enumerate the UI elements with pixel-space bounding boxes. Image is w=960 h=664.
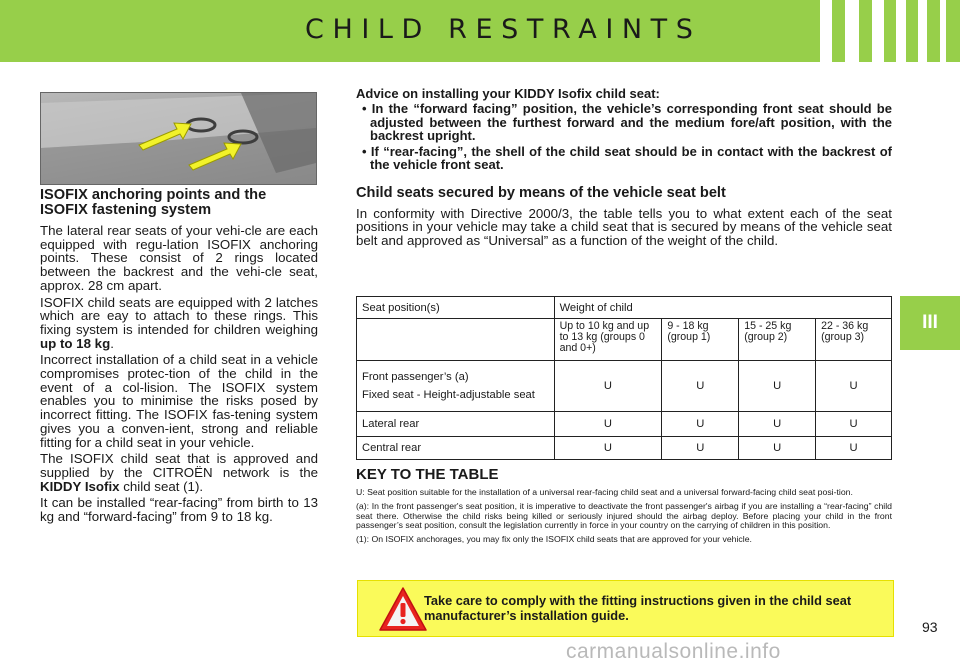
table-cell: U — [662, 437, 739, 460]
warning-text: Take care to comply with the fitting instructions given in the child seat manufacturer’s installation guide. — [424, 593, 852, 623]
table-cell: U — [554, 361, 662, 412]
weight-group: 15 - 25 kg (group 2) — [739, 319, 816, 361]
header-stripe — [872, 0, 884, 62]
table-row — [357, 437, 892, 460]
seat-position: Front passenger’s (a) Fixed seat - Height-adjustable seat — [357, 361, 555, 412]
weight-group: 22 - 36 kg (group 3) — [816, 319, 892, 361]
table-header: Weight of child — [554, 297, 891, 319]
key-note: (a): In the front passenger's seat position, it is imperative to deactivate the front passenger's airbag if you are installing a “rear-facing” child seat there. Otherwise the child risks being killed or seriously injured should the airbag deploy. Before placing your child in the front passenger’s seat position, consult the legislation currently in force in your country on the carrying of children in this position. — [356, 501, 892, 530]
section-title: ISOFIX anchoring points and the ISOFIX fastening system — [40, 187, 267, 218]
table-row — [357, 361, 892, 412]
child-seat-table — [356, 296, 892, 460]
paragraph: It can be installed “rear-facing” from birth to 13 kg and “forward-facing” from 9 to 18 kg. — [40, 495, 318, 525]
table-cell: U — [816, 361, 892, 412]
key-note: U: Seat position suitable for the installation of a universal rear-facing child seat and a universal forward-facing child seat posi-tion. — [356, 487, 853, 497]
isofix-section — [40, 188, 318, 527]
header-stripe — [896, 0, 906, 62]
isofix-anchor-photo — [40, 92, 317, 185]
header-stripe — [845, 0, 859, 62]
table-cell: U — [816, 412, 892, 437]
paragraph: The lateral rear seats of your vehi-cle are each equipped with regu-lation ISOFIX anchoring points. These consist of 2 rings located between the backrest and the vehi-cle seat, approx. 28 cm apart. — [40, 223, 318, 293]
weight-group: 9 - 18 kg (group 1) — [662, 319, 739, 361]
key-note: (1): On ISOFIX anchorages, you may fix only the ISOFIX child seats that are approved for your vehicle. — [356, 534, 752, 545]
table-header: Seat position(s) — [357, 297, 555, 319]
paragraph: Incorrect installation of a child seat in a vehicle compromises protec-tion of the child in the event of a col-lision. The ISOFIX system enables you to minimise the risks posed by incorrect fitting. The ISOFIX fas-tening system gives you a conven-ient, strong and reliable fitting for a child seat in your vehicle. — [40, 352, 318, 450]
advice-section — [356, 87, 892, 247]
advice-bullet: • If “rear-facing”, the shell of the child seat should be in contact with the backrest of the vehicle front seat. — [362, 143, 892, 173]
advice-title: Advice on installing your KIDDY Isofix child seat: — [356, 86, 660, 101]
header-stripe — [940, 0, 946, 62]
table-cell: U — [662, 361, 739, 412]
table-cell: U — [739, 361, 816, 412]
table-cell: U — [739, 437, 816, 460]
table-cell: U — [554, 437, 662, 460]
table-cell: U — [662, 412, 739, 437]
page-title: CHILD RESTRAINTS — [305, 14, 702, 45]
seat-belt-title: Child seats secured by means of the vehicle seat belt — [356, 184, 726, 201]
table-cell: U — [739, 412, 816, 437]
chapter-tab: III — [900, 296, 960, 350]
table-cell: U — [816, 437, 892, 460]
warning-triangle-icon — [378, 586, 428, 632]
advice-bullet: • In the “forward facing” position, the vehicle’s corresponding front seat should be adjusted between the furthest forward and the medium fore/aft position, with the backrest upright. — [362, 101, 892, 144]
seat-position: Lateral rear — [357, 412, 555, 437]
header-stripe — [918, 0, 927, 62]
header-stripe — [820, 0, 832, 62]
watermark: carmanualsonline.info — [566, 640, 781, 663]
page-number: 93 — [922, 619, 938, 635]
isofix-photo-drawing — [41, 93, 316, 184]
paragraph: The ISOFIX child seat that is approved and supplied by the CITROËN network is the KIDDY Isofix child seat (1). — [40, 451, 318, 494]
header-band — [0, 0, 960, 62]
table-cell: U — [554, 412, 662, 437]
key-title: KEY TO THE TABLE — [356, 466, 499, 483]
table-cell — [357, 319, 555, 361]
weight-group: Up to 10 kg and up to 13 kg (groups 0 and 0+) — [554, 319, 662, 361]
table-row — [357, 412, 892, 437]
seat-position: Central rear — [357, 437, 555, 460]
paragraph: ISOFIX child seats are equipped with 2 latches which are eay to attach to these rings. This fixing system is intended for children weighing up to 18 kg. — [40, 294, 318, 351]
seat-belt-text: In conformity with Directive 2000/3, the table tells you to what extent each of the seat positions in your vehicle may take a child seat that is secured by means of the vehicle seat belt and approved as “Universal” as a function of the weight of the child. — [356, 205, 892, 248]
warning-box — [357, 580, 894, 637]
key-notes — [356, 488, 892, 549]
